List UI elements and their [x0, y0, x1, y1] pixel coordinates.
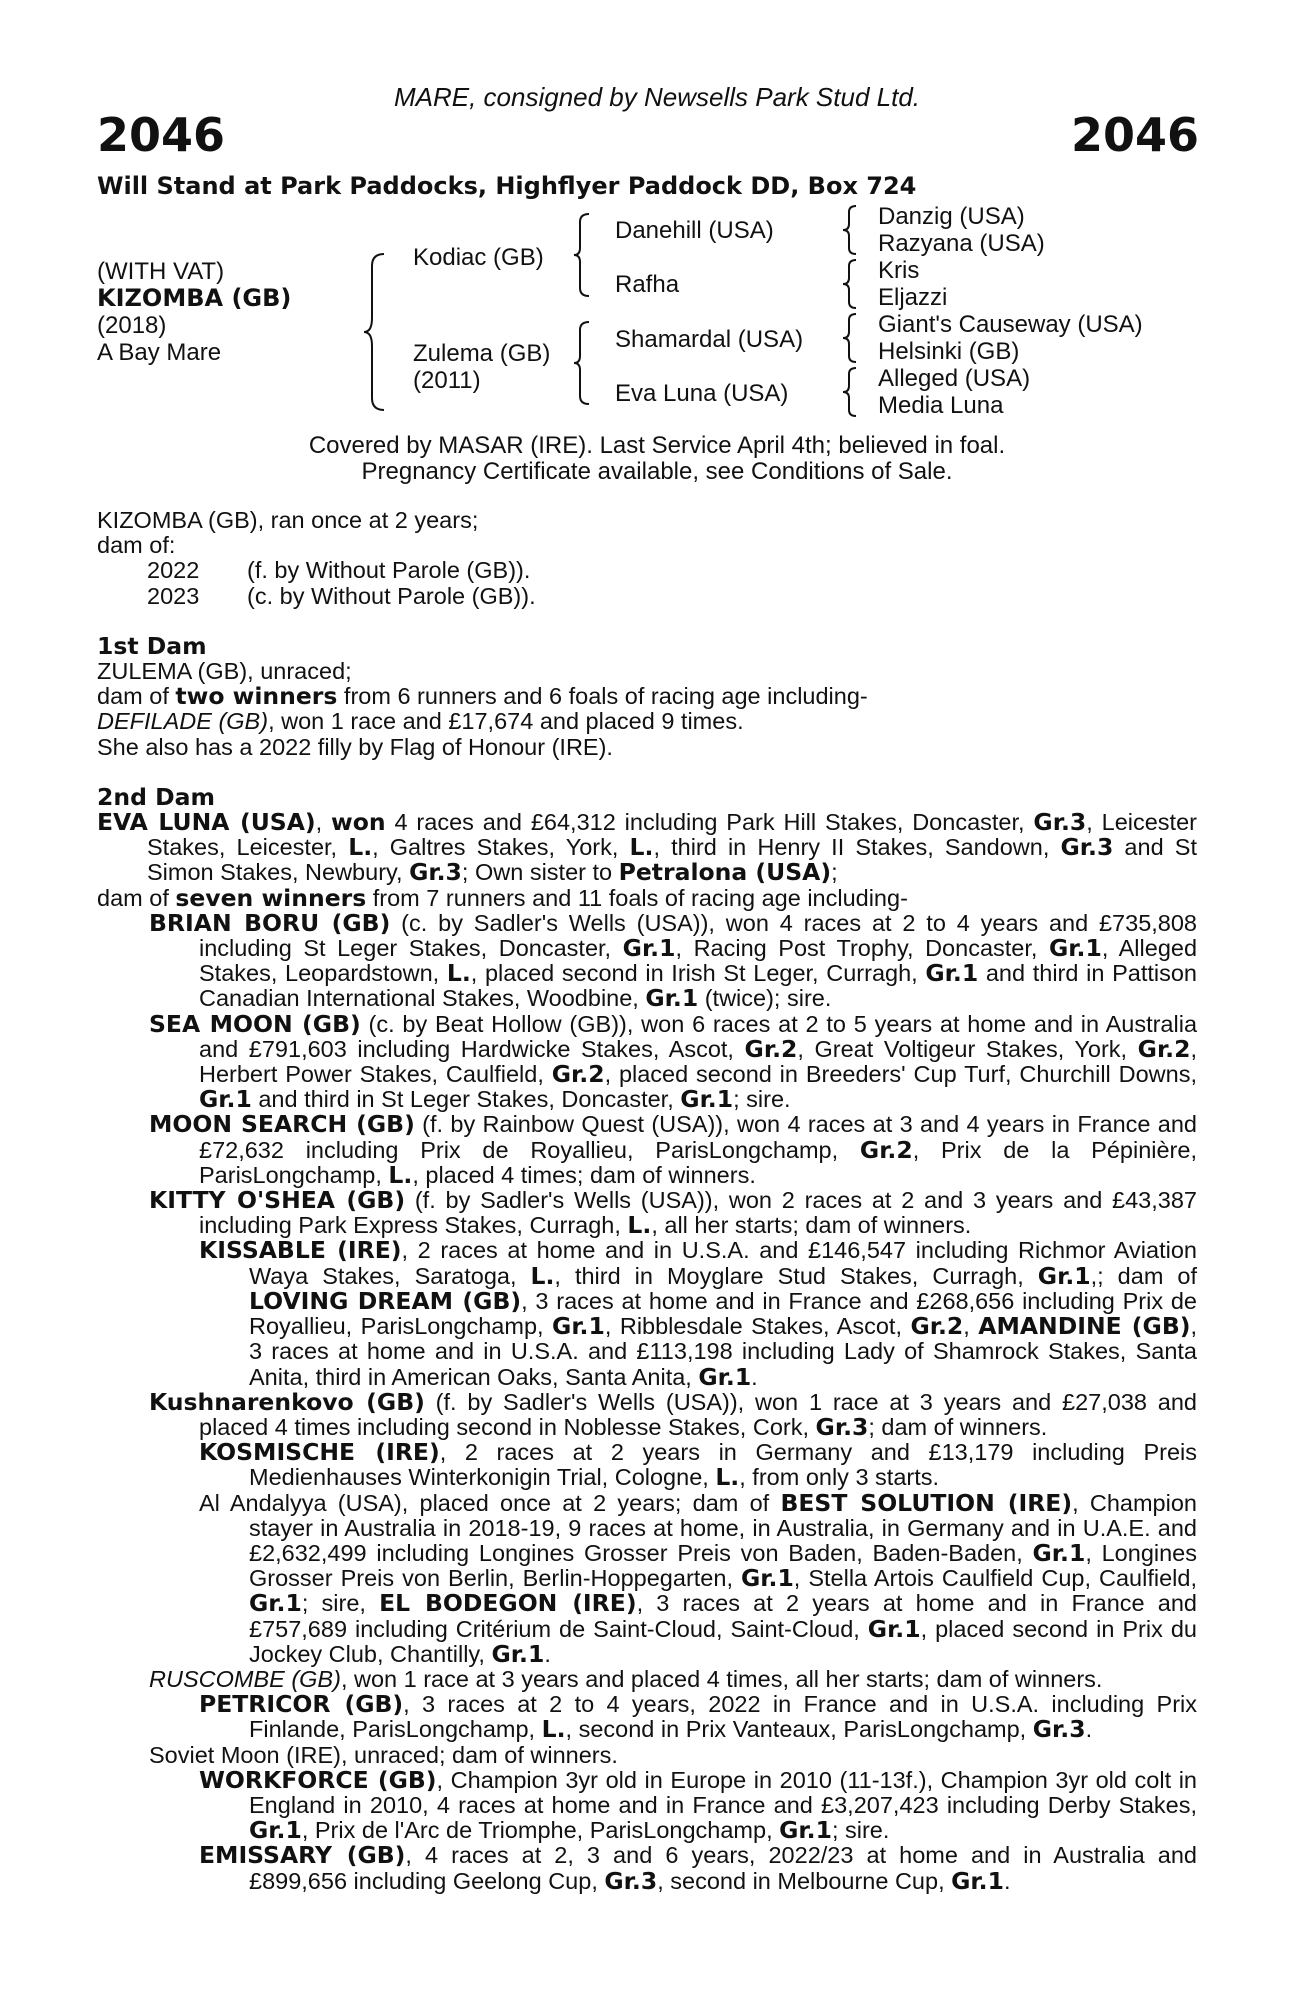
pedigree-dam-dam: Eva Luna (USA): [615, 380, 789, 407]
entry-kitty-oshea: KITTY O'SHEA (GB) (f. by Sadler's Wells (USA)), won 2 races at 2 and 3 years and £43,387 including Park Express Stakes, Curragh, L., all her starts; dam of winners.: [149, 1186, 1197, 1240]
produce-intro: KIZOMBA (GB), ran once at 2 years;: [97, 507, 479, 533]
entry-kissable: KISSABLE (IRE), 2 races at home and in U.S.A. and £146,547 including Richmor Aviation Waya Stakes, Saratoga, L., third in Moyglare Stud Stakes, Curragh, Gr.1,; dam of LOVING DREAM (GB), 3 races at home and in France and £268,656 including Prix de Royallieu, ParisLongchamp, Gr.1, Ribblesdale Stakes, Ascot, Gr.2, AMANDINE (GB), 3 races at home and in U.S.A. and £113,198 including Lady of Shamrock Stakes, Santa Anita, third in American Oaks, Santa Anita, Gr.1.: [199, 1236, 1198, 1391]
entry-al-andalyya: Al Andalyya (USA), placed once at 2 years; dam of BEST SOLUTION (IRE), Champion stayer in Australia in 2018-19, 9 races at home, in Australia, in Germany and in U.A.E. and £2,632,499 including Longines Grosser Preis von Baden, Baden-Baden, Gr.1, Longines Grosser Preis von Berlin, Berlin-Hoppegarten, Gr.1, Stella Artois Caulfield Cup, Caulfield, Gr.1; sire, EL BODEGON (IRE), 3 races at 2 years at home and in France and £757,689 including Critérium de Saint-Cloud, Saint-Cloud, Gr.1, placed second in Prix du Jockey Club, Chantilly, Gr.1.: [199, 1488, 1197, 1668]
first-dam-line-4: She also has a 2022 filly by Flag of Honour (IRE).: [97, 733, 613, 760]
covering-note: [0, 433, 1314, 485]
horse-name: KIZOMBA (GB): [97, 284, 292, 312]
horse-year: (2018): [97, 312, 167, 339]
lot-number-right: 2046: [1070, 108, 1199, 162]
pedigree-dds: Alleged (USA): [878, 365, 1031, 392]
first-dam-line-2: dam of two winners from 6 runners and 6 foals of racing age including-: [97, 682, 868, 711]
pedigree-dam-sire: Shamardal (USA): [615, 326, 804, 353]
pedigree-dsd: Helsinki (GB): [878, 338, 1020, 365]
horse-identity: [97, 258, 291, 366]
second-dam-heading: 2nd Dam: [97, 782, 215, 811]
second-dam-dam-of: dam of seven winners from 7 runners and 11 foals of racing age including-: [97, 883, 908, 912]
entry-moon-search: MOON SEARCH (GB) (f. by Rainbow Quest (USA)), won 4 races at 3 and 4 years in France and £72,632 including Prix de Royallieu, ParisLongchamp, Gr.2, Prix de la Pépinière, ParisLongchamp, L., placed 4 times; dam of winners.: [149, 1110, 1198, 1189]
pedigree-sire-sire: Danehill (USA): [615, 217, 774, 244]
foal-year: 2023: [147, 582, 200, 609]
entry-workforce: WORKFORCE (GB), Champion 3yr old in Europe in 2010 (11-13f.), Champion 3yr old colt in England in 2010, 4 races at home and in France and £3,207,423 including Derby Stakes, Gr.1, Prix de l'Arc de Triomphe, ParisLongchamp, Gr.1; sire.: [199, 1765, 1197, 1845]
horse-description: A Bay Mare: [97, 339, 222, 366]
entry-soviet-moon: Soviet Moon (IRE), unraced; dam of winners.: [149, 1741, 618, 1768]
produce-foal-2022: [97, 558, 1197, 583]
pedigree-brace-dam: [573, 320, 591, 406]
entry-petricor: PETRICOR (GB), 3 races at 2 to 4 years, 2022 in France and in U.S.A. including Prix Finlande, ParisLongchamp, L., second in Prix Vanteaux, ParisLongchamp, Gr.3.: [199, 1690, 1197, 1744]
foal-year: 2022: [147, 557, 200, 584]
first-dam-line-1: ZULEMA (GB), unraced;: [97, 658, 352, 685]
lot-number-left: 2046: [97, 108, 226, 162]
pedigree-brace-ds: [842, 312, 858, 364]
first-dam-heading: 1st Dam: [97, 631, 207, 660]
pedigree-ddd: Media Luna: [878, 392, 1004, 419]
pedigree-brace-sire: [573, 212, 591, 298]
pedigree-dam-year: (2011): [413, 367, 481, 394]
pedigree-sds: Kris: [878, 257, 920, 284]
pedigree-dss: Giant's Causeway (USA): [878, 311, 1143, 338]
entry-eva-luna: EVA LUNA (USA), won 4 races and £64,312 including Park Hill Stakes, Doncaster, Gr.3, Leicester Stakes, Leicester, L., Galtres Stakes, York, L., third in Henry II Stakes, Sandown, Gr.3 and St Simon Stakes, Newbury, Gr.3; Own sister to Petralona (USA);: [97, 808, 1197, 887]
pedigree-sss: Danzig (USA): [878, 203, 1025, 230]
pedigree-dam: Zulema (GB): [413, 340, 551, 367]
foal-detail: (c. by Without Parole (GB)).: [247, 582, 536, 609]
catalogue-body: [97, 508, 1197, 1894]
entry-kosmische: KOSMISCHE (IRE), 2 races at 2 years in Germany and £13,179 including Preis Medienhauses Winterkonigin Trial, Cologne, L., from only 3 starts.: [199, 1438, 1197, 1492]
entry-emissary: EMISSARY (GB), 4 races at 2, 3 and 6 years, 2022/23 at home and in Australia and £899,656 including Geelong Cup, Gr.3, second in Melbourne Cup, Gr.1.: [199, 1841, 1197, 1895]
produce-foal-2023: [97, 584, 1197, 609]
covering-line-1: Covered by MASAR (IRE). Last Service April 4th; believed in foal.: [308, 432, 1006, 459]
pedigree-brace-main: [364, 252, 388, 412]
pedigree-sdd: Eljazzi: [878, 284, 948, 311]
pedigree-brace-sd: [842, 258, 858, 310]
pedigree-brace-dd: [842, 366, 858, 418]
pedigree-sire-dam: Rafha: [615, 271, 680, 298]
vat-note: (WITH VAT): [97, 258, 225, 285]
entry-kushnarenkovo: Kushnarenkovo (GB) (f. by Sadler's Wells (USA)), won 1 race at 3 years and £27,038 and placed 4 times including second in Noblesse Stakes, Cork, Gr.3; dam of winners.: [149, 1387, 1197, 1441]
stand-location: Will Stand at Park Paddocks, Highflyer Paddock DD, Box 724: [97, 172, 917, 200]
produce-dam-of: dam of:: [97, 532, 176, 559]
entry-sea-moon: SEA MOON (GB) (c. by Beat Hollow (GB)), won 6 races at 2 to 5 years at home and in Australia and £791,603 including Hardwicke Stakes, Ascot, Gr.2, Great Voltigeur Stakes, York, Gr.2, Herbert Power Stakes, Caulfield, Gr.2, placed second in Breeders' Cup Turf, Churchill Downs, Gr.1 and third in St Leger Stakes, Doncaster, Gr.1; sire.: [149, 1009, 1198, 1114]
consignment-line: MARE, consigned by Newsells Park Stud Ltd.: [393, 82, 921, 112]
pedigree-ssd: Razyana (USA): [878, 230, 1045, 257]
pedigree-sire: Kodiac (GB): [413, 244, 544, 271]
covering-line-2: Pregnancy Certificate available, see Conditions of Sale.: [361, 458, 953, 485]
foal-detail: (f. by Without Parole (GB)).: [247, 557, 531, 584]
pedigree-brace-ss: [842, 204, 858, 256]
first-dam-line-3: DEFILADE (GB), won 1 race and £17,674 and placed 9 times.: [97, 708, 744, 735]
entry-ruscombe: RUSCOMBE (GB), won 1 race at 3 years and placed 4 times, all her starts; dam of winners.: [149, 1665, 1103, 1692]
entry-brian-boru: BRIAN BORU (GB) (c. by Sadler's Wells (USA)), won 4 races at 2 to 4 years and £735,808 including St Leger Stakes, Doncaster, Gr.1, Racing Post Trophy, Doncaster, Gr.1, Alleged Stakes, Leopardstown, L., placed second in Irish St Leger, Curragh, Gr.1 and third in Pattison Canadian International Stakes, Woodbine, Gr.1 (twice); sire.: [149, 908, 1198, 1013]
